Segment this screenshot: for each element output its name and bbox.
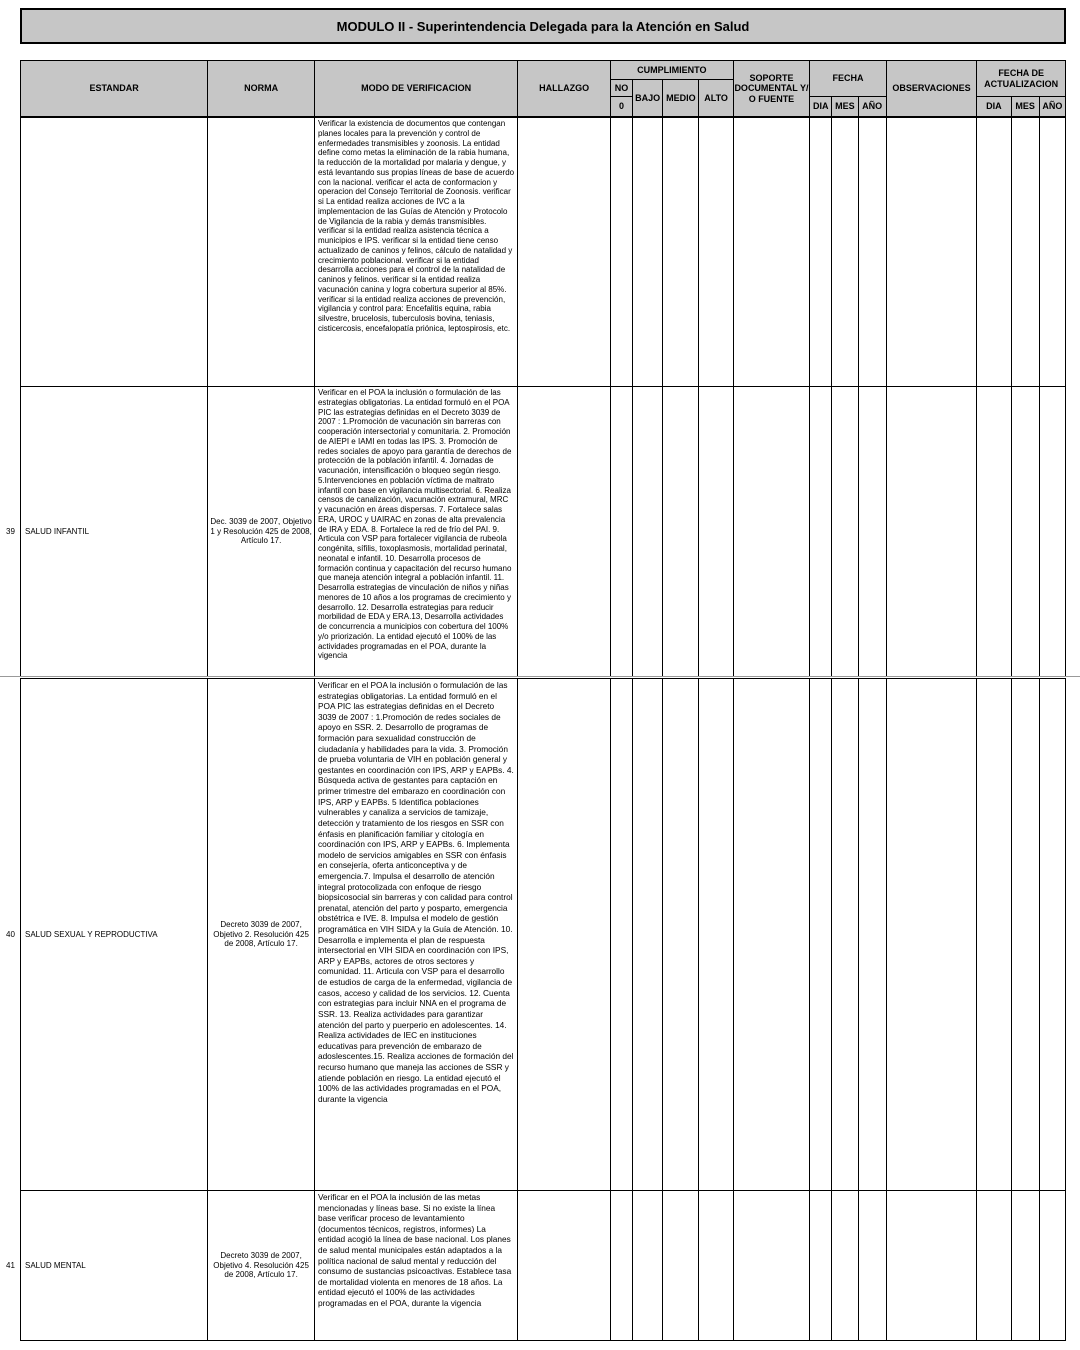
col-dia: DIA	[810, 97, 832, 117]
anio-act-cell[interactable]	[1039, 1191, 1065, 1341]
hallazgo-cell[interactable]	[518, 679, 611, 1191]
anio-cell[interactable]	[858, 1191, 886, 1341]
soporte-cell[interactable]	[733, 118, 810, 387]
col-no: NO	[610, 80, 632, 97]
norma-cell: Dec. 3039 de 2007, Objetivo 1 y Resolución 425 de 2008, Artículo 17.	[208, 387, 315, 677]
col-fecha: FECHA	[810, 61, 887, 97]
hallazgo-cell[interactable]	[518, 1191, 611, 1341]
table-row	[21, 1191, 1066, 1341]
dia-cell[interactable]	[810, 679, 832, 1191]
norma-cell: Decreto 3039 de 2007, Objetivo 4. Resolución 425 de 2008, Artículo 17.	[208, 1191, 315, 1341]
estandar-cell	[21, 387, 208, 677]
col-cero: 0	[610, 97, 632, 117]
medio-cell[interactable]	[663, 1191, 699, 1341]
modo-cell: Verificar la existencia de documentos que contengan planes locales para la prevención y control de enfermedades transmisibles y zoonosis. La entidad define como metas la eliminación de la rabia humana, la reducción de la mortalidad por malaria y dengue, y está levantando sus propias líneas de base de acuerdo con la nacional. verificar el acta de conformacion y operacion del Consejo Territorial de Zoonosis. verificar si La entidad realiza acciones de IVC a la implementacion de las Guías de Atención y Protocolo de Vigilancia de la rabia y demás transmisibles. verificar si la entidad realiza asistencia técnica a municipios e IPS. verificar si la entidad tiene censo actualizado de caninos y felinos, cálculo de natalidad y crecimiento poblacional. verificar si la entidad desarrolla acciones para el control de la natalidad de caninos y felinos. verificar si la entidad realiza vacunación canina y logra cobertura superior al 85%. verificar si la entidad realiza acciones de prevención, vigilancia y control para: Encefalitis equina, rabia silvestre, brucelosis, tuberculosis bovina, teniasis, cisticercosis, encefalopatía priónica, leptospirosis, etc.	[314, 118, 517, 387]
bajo-cell[interactable]	[633, 118, 663, 387]
estandar-cell	[21, 118, 208, 387]
anio-act-cell[interactable]	[1039, 387, 1065, 677]
table-row	[21, 387, 1066, 677]
anio-cell[interactable]	[858, 118, 886, 387]
estandar-cell	[21, 1191, 208, 1341]
alto-cell[interactable]	[699, 1191, 733, 1341]
bajo-cell[interactable]	[633, 1191, 663, 1341]
mes-cell[interactable]	[832, 387, 858, 677]
mes-cell[interactable]	[832, 118, 858, 387]
bajo-cell[interactable]	[633, 679, 663, 1191]
anio-act-cell[interactable]	[1039, 679, 1065, 1191]
col-anio-act: AÑO	[1039, 97, 1065, 117]
soporte-cell[interactable]	[733, 679, 810, 1191]
col-norma: NORMA	[208, 61, 315, 117]
col-mes: MES	[832, 97, 858, 117]
mes-act-cell[interactable]	[1011, 387, 1039, 677]
col-alto: ALTO	[699, 80, 733, 117]
body-table-2	[20, 678, 1066, 1341]
norma-cell	[208, 118, 315, 387]
observaciones-cell[interactable]	[886, 387, 977, 677]
row-number: 40	[6, 930, 15, 939]
estandar-label: SALUD SEXUAL Y REPRODUCTIVA	[25, 930, 158, 939]
soporte-cell[interactable]	[733, 1191, 810, 1341]
modo-cell: Verificar en el POA la inclusión o formulación de las estrategias obligatorias. La entidad formuló en el POA PIC las estrategias definidas en el Decreto 3039 de 2007 : 1.Promoción de redes sociales de apoyo en SSR. 2. Desarrollo de programas de formación para sexualidad construcción de ciudadanía y habilidades para la vida. 3. Promoción de prueba voluntaria de VIH en población general y gestantes en coordinación con IPS, ARP y EAPBs. 4. Búsqueda activa de gestantes para captación en primer trimestre del embarazo en coordinación con IPS, ARP y EAPBs. 5 Identifica poblaciones vulnerables y canaliza a servicios de tamizaje, detección y tratamiento de los riesgos en SSR con énfasis en planificación familiar y citología en coordinación con IPS, ARP y EAPBs. 6. Implementa modelo de servicios amigables en SSR con énfasis en consejería, oferta anticonceptiva y de emergencia.7. Impulsa el desarrollo de atención integral protocolizada con enfoque de riesgo biopsicosocial sin barreras y con calidad para control prenatal, atención del parto y posparto, emergencia obstétrica e IVE. 8. Impulsa el modelo de gestión programática en VIH SIDA y la Guía de Atención. 10. Desarrolla e implementa el plan de respuesta intersectorial en VIH SIDA en coordinación con IPS, ARP y EAPBs, actores de otros sectores y comunidad. 11. Articula con VSP para el desarrollo de estudios de carga de la enfermedad, vigilancia de casos, acceso y calidad de los servicios. 12. Cuenta con estrategias para incluir NNA en el programa de SSR. 13. Realiza actividades para garantizar atención del parto y puerperio en adolescentes. 14. Realiza actividades de IEC en instituciones educativas para prevención de embarazo de adoslescentes.15. Realiza acciones de formación del recurso humano que maneja las acciones de SSR y atiende población en riesgo. La entidad ejecutó el 100% de las actividades programadas en el POA, durante la vigencia	[314, 679, 517, 1191]
anio-cell[interactable]	[858, 679, 886, 1191]
mes-act-cell[interactable]	[1011, 118, 1039, 387]
no-cell[interactable]	[610, 679, 632, 1191]
soporte-cell[interactable]	[733, 387, 810, 677]
mes-act-cell[interactable]	[1011, 679, 1039, 1191]
anio-cell[interactable]	[858, 387, 886, 677]
observaciones-cell[interactable]	[886, 679, 977, 1191]
observaciones-cell[interactable]	[886, 1191, 977, 1341]
dia-cell[interactable]	[810, 118, 832, 387]
no-cell[interactable]	[610, 1191, 632, 1341]
col-modo-verificacion: MODO DE VERIFICACION	[314, 61, 517, 117]
alto-cell[interactable]	[699, 387, 733, 677]
hallazgo-cell[interactable]	[518, 387, 611, 677]
dia-cell[interactable]	[810, 387, 832, 677]
norma-cell: Decreto 3039 de 2007, Objetivo 2. Resolución 425 de 2008, Artículo 17.	[208, 679, 315, 1191]
modo-cell: Verificar en el POA la inclusión de las metas mencionadas y líneas base. Si no existe la línea base verificar proceso de levantamiento (documentos técnicos, registros, informes) La entidad acogió la línea de base nacional. Los planes de salud mental municipales están adaptados a la política nacional de salud mental y reducción del consumo de sustancias psicoactivas. Establece tasa de mortalidad violenta en menores de 18 años. La entidad ejecutó el 100% de las actividades programadas en el POA, durante la vigencia	[314, 1191, 517, 1341]
medio-cell[interactable]	[663, 679, 699, 1191]
mes-cell[interactable]	[832, 1191, 858, 1341]
table-row	[21, 679, 1066, 1191]
mes-act-cell[interactable]	[1011, 1191, 1039, 1341]
header-table	[20, 60, 1066, 117]
alto-cell[interactable]	[699, 118, 733, 387]
body-table-1	[20, 117, 1066, 677]
col-observaciones: OBSERVACIONES	[886, 61, 977, 117]
table-row	[21, 118, 1066, 387]
col-dia-act: DIA	[977, 97, 1011, 117]
row-number: 41	[6, 1261, 15, 1270]
page-separator	[0, 676, 1080, 677]
alto-cell[interactable]	[699, 679, 733, 1191]
dia-cell[interactable]	[810, 1191, 832, 1341]
dia-act-cell[interactable]	[977, 387, 1011, 677]
estandar-label: SALUD INFANTIL	[25, 527, 90, 536]
estandar-label: SALUD MENTAL	[25, 1261, 86, 1270]
col-hallazgo: HALLAZGO	[518, 61, 611, 117]
no-cell[interactable]	[610, 387, 632, 677]
col-estandar: ESTANDAR	[21, 61, 208, 117]
modo-cell: Verificar en el POA la inclusión o formulación de las estrategias obligatorias. La entidad formuló en el POA PIC las estrategias definidas en el Decreto 3039 de 2007 : 1.Promoción de vacunación sin barreras con cooperación intersectorial y comunitaria. 2. Promoción de AIEPI e IAMI en todas las IPS. 3. Promoción de redes sociales de apoyo para garantía de derechos de protección de la población infantil. 4. Jornadas de vacunación, intensificación o bloqueo según riesgo. 5.Intervenciones en población víctima de maltrato infantil con base en vigilancia multisectorial. 6. Realiza censos de canalización, vacunación extramural, MRC y vacunación en áreas dispersas. 7. Fortalece salas ERA, UROC y UAIRAC en zonas de alta prevalencia de IRA y EDA. 8. Fortalece la red de frío del PAI. 9. Articula con VSP para fortalecer vigilancia de rubeola congénita, sífilis, toxoplasmosis, mortalidad perinatal, neonatal e infantil. 10. Desarrolla procesos de formación continua y capacitación del recurso humano que maneja atención integral a población infantil. 11. Desarrolla estrategias de vinculación de niños y niñas menores de 10 años a los programas de crecimiento y desarrollo. 12. Desarrolla estrategias para reducir morbilidad de EDA y ERA.13, Desarrolla actividades de concurrencia a municipios con cobertura del 100% y/o priorización. La entidad ejecutó el 100% de las actividades programadas en el POA, durante la vigencia	[314, 387, 517, 677]
mes-cell[interactable]	[832, 679, 858, 1191]
bajo-cell[interactable]	[633, 387, 663, 677]
dia-act-cell[interactable]	[977, 1191, 1011, 1341]
estandar-cell	[21, 679, 208, 1191]
col-cumplimiento: CUMPLIMIENTO	[610, 61, 733, 80]
col-medio: MEDIO	[663, 80, 699, 117]
medio-cell[interactable]	[663, 118, 699, 387]
row-number: 39	[6, 527, 15, 536]
no-cell[interactable]	[610, 118, 632, 387]
module-title: MODULO II - Superintendencia Delegada para la Atención en Salud	[20, 8, 1066, 44]
hallazgo-cell[interactable]	[518, 118, 611, 387]
dia-act-cell[interactable]	[977, 118, 1011, 387]
col-bajo: BAJO	[633, 80, 663, 117]
col-soporte: SOPORTE DOCUMENTAL Y/ O FUENTE	[733, 61, 810, 117]
medio-cell[interactable]	[663, 387, 699, 677]
col-fecha-actualizacion: FECHA DE ACTUALIZACION	[977, 61, 1066, 97]
col-anio: AÑO	[858, 97, 886, 117]
observaciones-cell[interactable]	[886, 118, 977, 387]
anio-act-cell[interactable]	[1039, 118, 1065, 387]
col-mes-act: MES	[1011, 97, 1039, 117]
dia-act-cell[interactable]	[977, 679, 1011, 1191]
